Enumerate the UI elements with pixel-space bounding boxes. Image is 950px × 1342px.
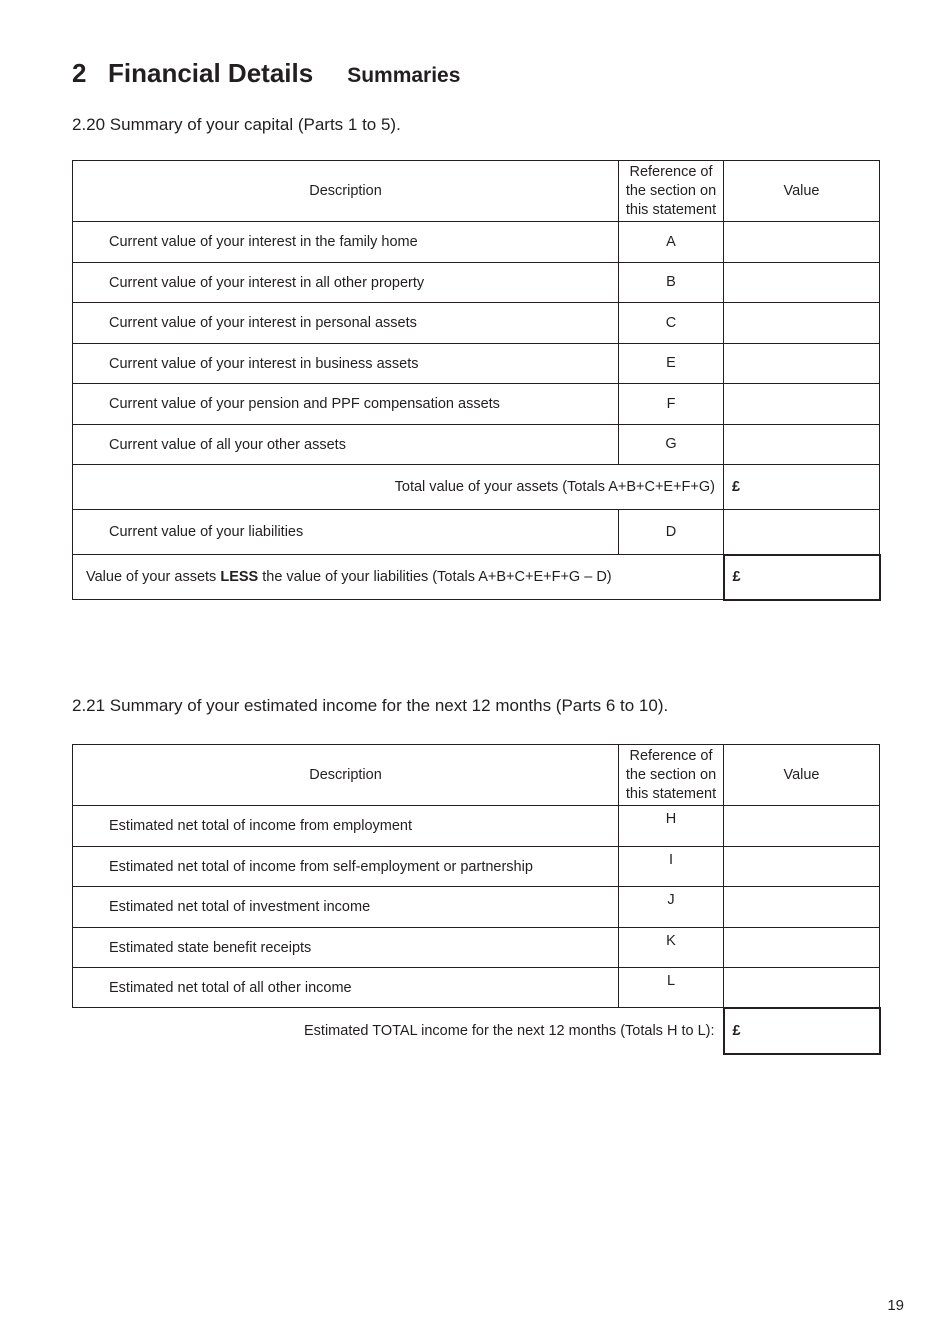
row-reference: F (619, 384, 724, 425)
table-row (73, 384, 880, 425)
table-row (73, 263, 880, 303)
value-input-cell[interactable] (724, 806, 880, 847)
row-reference: G (619, 425, 724, 465)
row-reference: L (619, 968, 724, 1008)
capital-summary-title: 2.20 Summary of your capital (Parts 1 to 5). (72, 115, 401, 134)
row-description: Current value of your interest in the family home (73, 222, 619, 263)
value-input-cell[interactable] (724, 968, 880, 1008)
total-income-value[interactable] (724, 1008, 880, 1054)
total-income-row (73, 1008, 880, 1054)
row-description: Estimated net total of income from employment (73, 806, 619, 847)
table-row (73, 344, 880, 384)
total-income-label: Estimated TOTAL income for the next 12 months (Totals H to L): (73, 1008, 724, 1054)
value-input-cell[interactable] (724, 344, 880, 384)
liabilities-row (73, 510, 880, 555)
page-heading (72, 58, 460, 89)
row-description: Current value of your pension and PPF compensation assets (73, 384, 619, 425)
currency-symbol: £ (732, 569, 741, 585)
row-description: Current value of your interest in business assets (73, 344, 619, 384)
table-header-row (73, 745, 880, 806)
capital-summary-table (72, 160, 881, 601)
row-reference: I (619, 847, 724, 887)
table-row (73, 222, 880, 263)
row-description: Current value of your liabilities (73, 510, 619, 555)
row-description: Estimated net total of income from self-employment or partnership (73, 847, 619, 887)
row-reference: K (619, 928, 724, 968)
value-header: Value (724, 161, 880, 222)
row-description: Current value of all your other assets (73, 425, 619, 465)
reference-header: Reference of the section on this statement (619, 745, 724, 806)
row-description: Estimated net total of all other income (73, 968, 619, 1008)
section-number: 2 (72, 58, 87, 88)
currency-symbol: £ (732, 1022, 741, 1039)
table-row (73, 425, 880, 465)
row-reference: C (619, 303, 724, 344)
row-reference: A (619, 222, 724, 263)
table-header-row (73, 161, 880, 222)
net-assets-row (73, 555, 880, 600)
row-description: Estimated state benefit receipts (73, 928, 619, 968)
value-input-cell[interactable] (724, 263, 880, 303)
row-description: Current value of your interest in all other property (73, 263, 619, 303)
total-assets-row (73, 465, 880, 510)
row-reference: E (619, 344, 724, 384)
value-input-cell[interactable] (724, 425, 880, 465)
value-header: Value (724, 745, 880, 806)
table-row (73, 887, 880, 928)
value-input-cell[interactable] (724, 847, 880, 887)
income-summary-title: 2.21 Summary of your estimated income for the next 12 months (Parts 6 to 10). (72, 696, 669, 715)
value-input-cell[interactable] (724, 510, 880, 555)
net-assets-value[interactable] (724, 555, 880, 600)
description-header: Description (73, 745, 619, 806)
income-summary-table (72, 744, 881, 1055)
row-reference: B (619, 263, 724, 303)
row-reference: D (619, 510, 724, 555)
value-input-cell[interactable] (724, 384, 880, 425)
total-assets-label: Total value of your assets (Totals A+B+C+E+F+G) (73, 465, 724, 510)
table-row (73, 847, 880, 887)
value-input-cell[interactable] (724, 303, 880, 344)
section-subtitle: Summaries (347, 64, 461, 87)
row-reference: J (619, 887, 724, 928)
row-description: Current value of your interest in personal assets (73, 303, 619, 344)
row-description: Estimated net total of investment income (73, 887, 619, 928)
description-header: Description (73, 161, 619, 222)
value-input-cell[interactable] (724, 887, 880, 928)
net-assets-label: Value of your assets LESS the value of your liabilities (Totals A+B+C+E+F+G – D) (73, 555, 724, 600)
reference-header: Reference of the section on this statement (619, 161, 724, 222)
table-row (73, 968, 880, 1008)
section-title: Financial Details (108, 58, 314, 88)
total-assets-value[interactable] (724, 465, 880, 510)
value-input-cell[interactable] (724, 928, 880, 968)
table-row (73, 303, 880, 344)
currency-symbol: £ (732, 479, 741, 495)
row-reference: H (619, 806, 724, 847)
table-row (73, 806, 880, 847)
value-input-cell[interactable] (724, 222, 880, 263)
table-row (73, 928, 880, 968)
page-number: 19 (887, 1297, 904, 1314)
